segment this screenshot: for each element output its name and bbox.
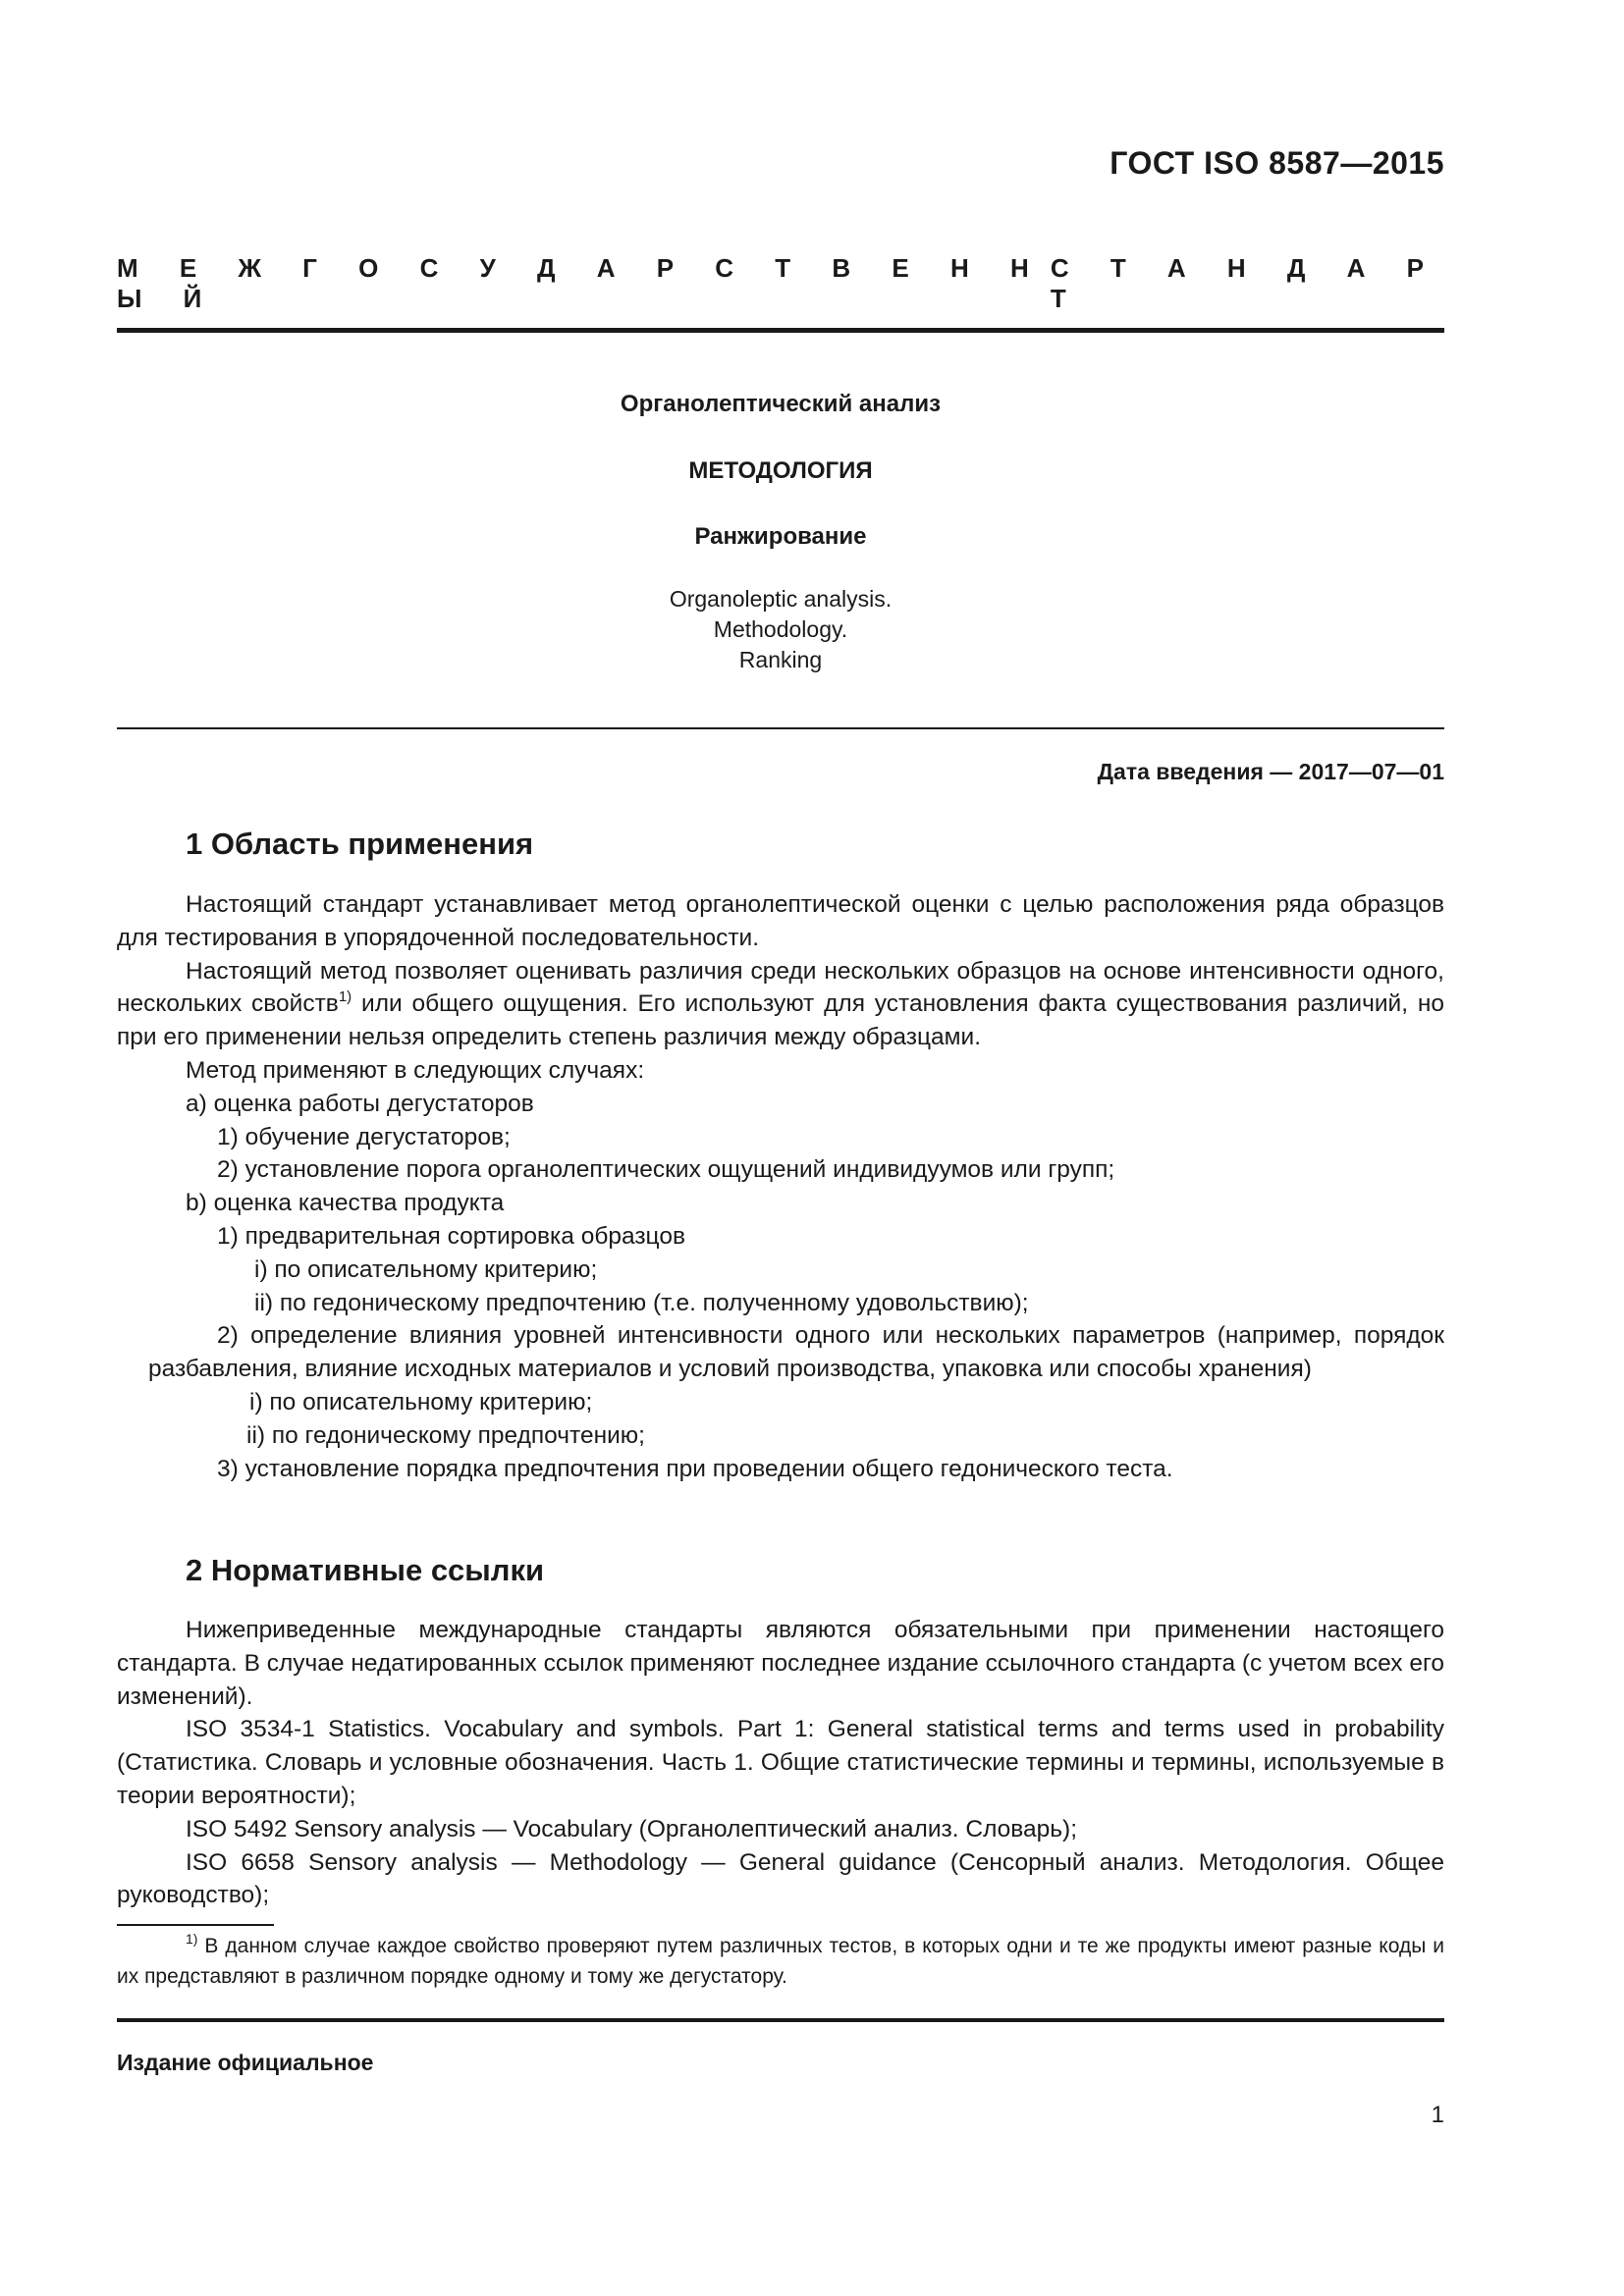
footer-rule [117,2018,1444,2022]
list-item-b2-ii: ii) по гедоническому предпочтению; [246,1421,645,1449]
title-subject: Органолептический анализ [620,391,942,417]
list-item-b2: 2) определение влияния уровней интенсивности одного или нескольких параметров (например, порядок разбавления, влияние исходных материалов и условий производства, упаковка или способы хранения) [148,1322,1444,1383]
section-1-paragraph-1: Настоящий стандарт устанавливает метод органолептической оценки с целью расположения ряда образцов для тестирования в упорядоченной последовательности. [117,891,1444,951]
section-2-body [117,1614,1444,1912]
reference-iso-3534-1: ISO 3534-1 Statistics. Vocabulary and symbols. Part 1: General statistical terms and terms used in probability (Статистика. Словарь и условные обозначения. Часть 1. Общие статистические термины и термины, используемые в теории вероятности); [117,1716,1444,1809]
title-method: МЕТОДОЛОГИЯ [688,457,873,484]
section-1-paragraph-3: Метод применяют в следующих случаях: [186,1056,645,1084]
standard-number: ГОСТ ISO 8587—2015 [1110,145,1444,181]
standard-type-banner [117,253,1444,314]
list-item-a1: 1) обучение дегустаторов; [217,1123,511,1150]
paragraph-2-text-b: или общего ощущения. Его используют для установления факта существования различий, но при его применении нельзя определить степень различия между образцами. [117,990,1445,1051]
footnote-1 [117,1931,1444,1992]
list-item-b: b) оценка качества продукта [186,1190,505,1217]
list-item-b1-ii: ii) по гедоническому предпочтению (т.е. полученному удовольствию); [254,1289,1029,1316]
list-item-b1-i: i) по описательному критерию; [254,1255,598,1283]
reference-iso-5492: ISO 5492 Sensory analysis — Vocabulary (Органолептический анализ. Словарь); [186,1815,1077,1842]
title-subtitle: Ранжирование [694,523,867,550]
section-2-heading: 2 Нормативные ссылки [186,1553,545,1587]
standard-type-word-1: М Е Ж Г О С У Д А Р С Т В Е Н Н Ы Й [117,253,1043,313]
section-1-paragraph-2 [117,955,1444,1054]
header-rule [117,328,1444,333]
title-english [117,584,1444,675]
list-item-b2-i: i) по описательному критерию; [249,1388,593,1415]
introduction-date: Дата введения — 2017—07—01 [1097,759,1444,784]
title-rule [117,727,1444,729]
reference-iso-6658: ISO 6658 Sensory analysis — Methodology — General guidance (Сенсорный анализ. Методология. Общее руководство); [117,1848,1444,1909]
list-item-b1: 1) предварительная сортировка образцов [217,1222,685,1250]
title-english-line-3: Ranking [738,647,823,672]
title-english-line-1: Organoleptic analysis. [669,586,893,612]
footnote-text: В данном случае каждое свойство проверяют путем различных тестов, в которых одни и те же продукты имеют разные коды и их представляют в различном порядке одному и тому же дегустатору. [117,1935,1444,1988]
section-2-paragraph-1: Нижеприведенные международные стандарты являются обязательными при применении настоящего стандарта. В случае недатированных ссылок применяют последнее издание ссылочного стандарта (с учетом всех его изменений). [117,1617,1444,1710]
standard-type-word-2: С Т А Н Д А Р Т [1050,253,1437,313]
footnote-ref-1: 1) [338,988,352,1006]
title-english-line-2: Methodology. [713,616,848,642]
page-number: 1 [1431,2102,1444,2128]
paragraph-2-text-a: Настоящий метод позволяет оценивать различия среди нескольких образцов на основе интенсивности одного, нескольких свойств [117,957,1444,1018]
footnote-marker: 1) [186,1931,198,1947]
list-item-b3: 3) установление порядка предпочтения при проведении общего гедонического теста. [217,1455,1173,1482]
footnote-separator [117,1924,274,1926]
section-1-body [117,888,1444,1485]
section-1-heading: 1 Область применения [186,827,534,861]
list-item-a: a) оценка работы дегустаторов [186,1090,534,1117]
edition-label: Издание официальное [117,2050,374,2075]
list-item-a2: 2) установление порога органолептических ощущений индивидуумов или групп; [217,1156,1115,1184]
